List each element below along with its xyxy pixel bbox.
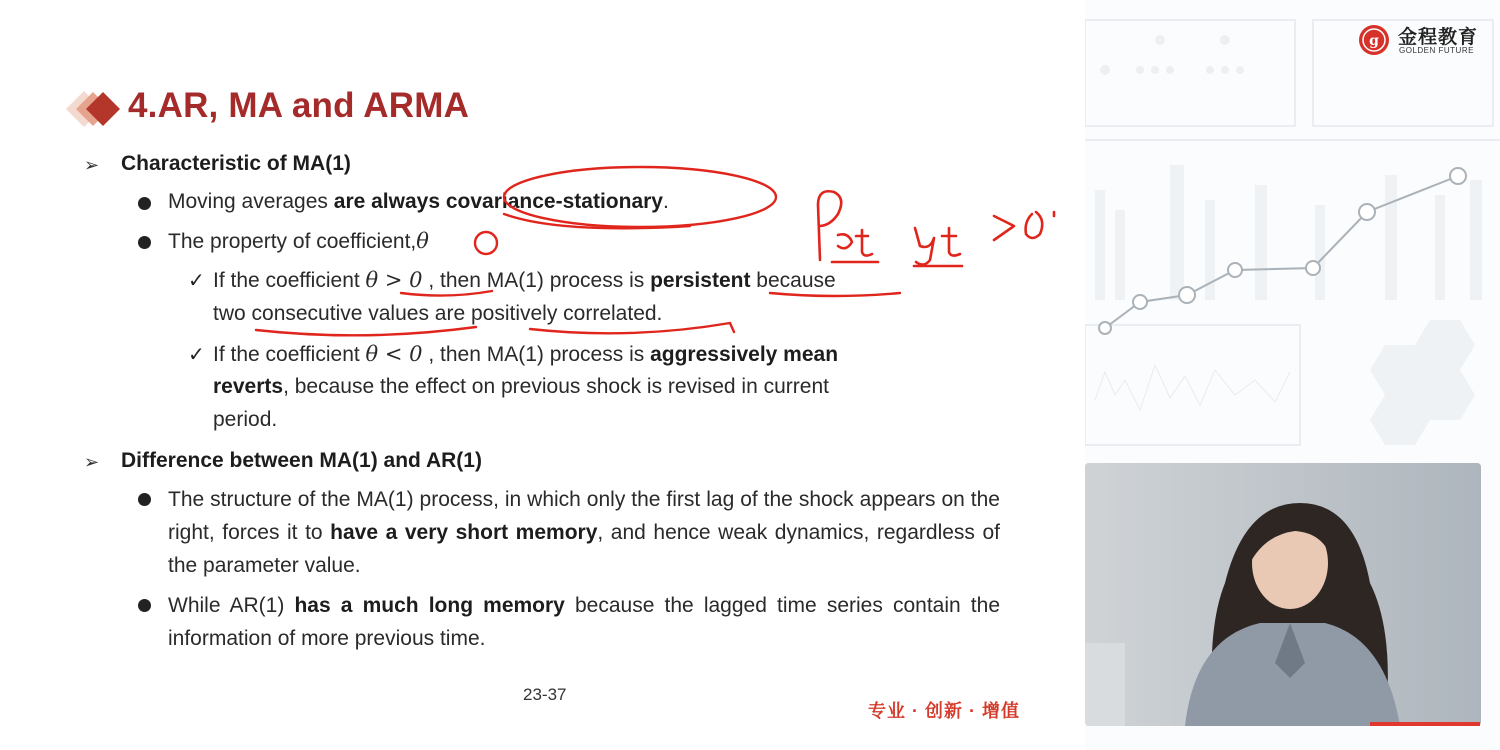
logo-name-en: GOLDEN FUTURE <box>1399 46 1474 55</box>
presenter-video-icon <box>1085 463 1481 726</box>
slide-title: 4.AR, MA and ARMA <box>128 86 470 125</box>
title-diamond-icon <box>46 86 136 132</box>
check-text: period. <box>213 408 278 431</box>
presenter-video[interactable] <box>1085 463 1481 726</box>
ink-underline-persistent <box>770 293 900 296</box>
check-text: If the coefficient θ > 0 , then MA(1) process is persistent because <box>213 268 836 292</box>
golden-future-logo-icon <box>1355 23 1393 57</box>
bullet-icon <box>138 599 151 612</box>
section-arrow-icon: ➢ <box>84 452 100 472</box>
section-heading: Difference between MA(1) and AR(1) <box>121 449 482 472</box>
ink-handwriting <box>818 191 1054 266</box>
bullet-text: Moving averages are always covariance-stationary. <box>168 190 669 213</box>
check-text: reverts, because the effect on previous shock is revised in current <box>213 375 829 398</box>
svg-text:g: g <box>1369 33 1379 49</box>
page-number: 23-37 <box>523 685 567 704</box>
bullet-text: While AR(1) has a much long memory because the lagged time series contain the information of more previous time. <box>168 594 1001 650</box>
section-heading: Characteristic of MA(1) <box>121 152 351 175</box>
section-arrow-icon: ➢ <box>84 155 100 175</box>
bullet-icon <box>138 493 151 506</box>
check-text: If the coefficient θ < 0 , then MA(1) process is aggressively mean <box>213 342 839 366</box>
check-icon: ✓ <box>188 270 205 292</box>
infographic-background-icon <box>1085 0 1500 460</box>
check-text: two consecutive values are positively correlated. <box>213 302 663 325</box>
ink-ellipse-tail <box>504 214 690 228</box>
bullet-text: The structure of the MA(1) process, in which only the first lag of the shock appears on the right, forces it to have a very short memory, and hence weak dynamics, regardless of the parameter value. <box>168 488 1000 577</box>
bullet-text: The property of coefficient,θ <box>168 229 429 253</box>
bullet-icon <box>138 197 151 210</box>
ink-underline-values <box>256 327 476 335</box>
bullet-icon <box>138 236 151 249</box>
check-icon: ✓ <box>188 344 205 366</box>
slogan: 专业 · 创新 · 增值 <box>868 701 1020 721</box>
logo-name-cn: 金程教育 <box>1398 26 1479 48</box>
ink-circle-theta <box>475 232 497 254</box>
video-progress-bar <box>1370 722 1480 726</box>
